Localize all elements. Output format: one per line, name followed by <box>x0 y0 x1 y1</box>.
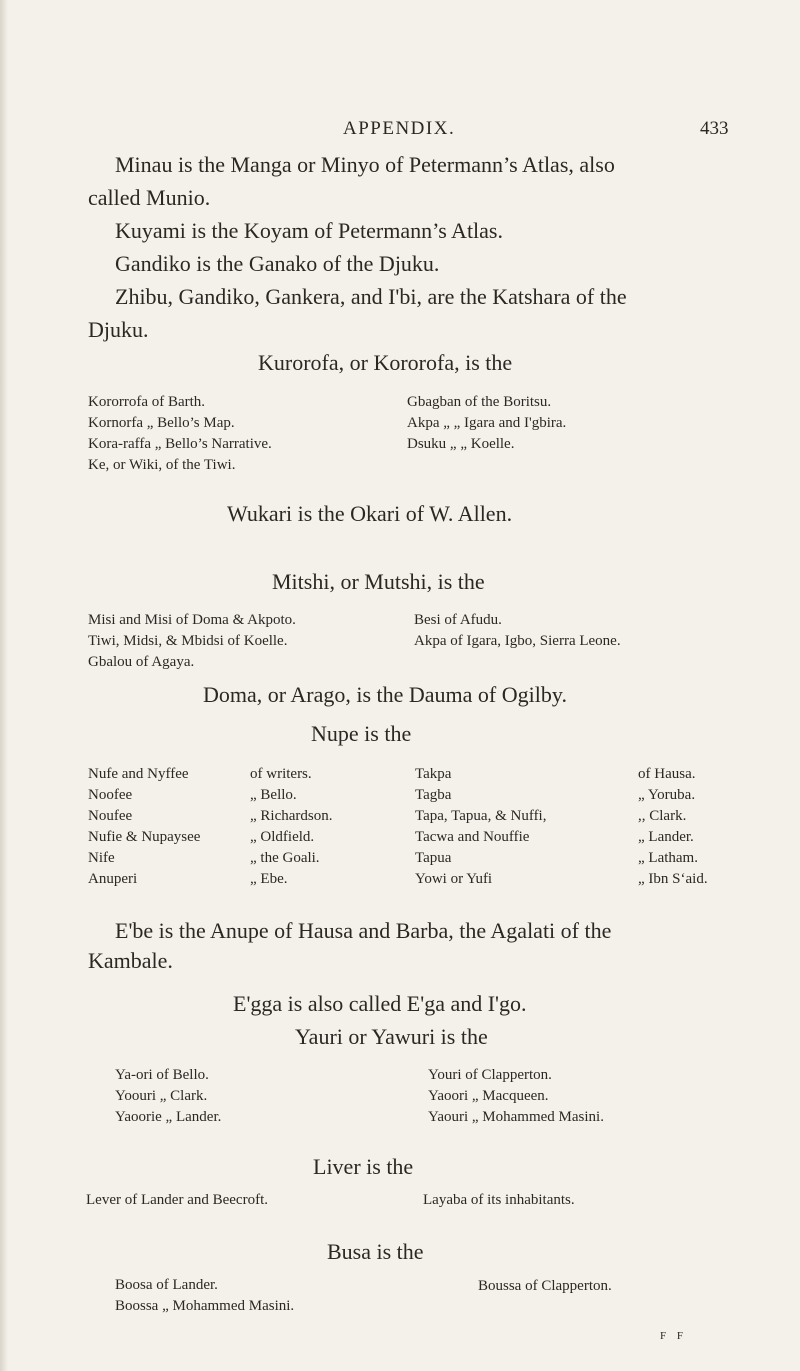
list-item: Gbalou of Agaya. <box>88 654 195 670</box>
list-item: Yaoorie „ Lander. <box>115 1109 222 1125</box>
list-item: Kornorfa „ Bello’s Map. <box>88 415 235 431</box>
paragraph-zhibu-line2: Djuku. <box>88 317 149 342</box>
list-item: Boosa of Lander. <box>115 1277 218 1293</box>
yauri-right-list <box>428 1065 604 1128</box>
busa-right: Boussa of Clapperton. <box>478 1278 612 1294</box>
nupe-heading: Nupe is the <box>311 721 412 746</box>
yauri-heading: Yauri or Yawuri is the <box>295 1024 488 1049</box>
paragraph-zhibu-line1: Zhibu, Gandiko, Gankera, and I'bi, are the Katshara of the <box>115 284 627 309</box>
table-cell: ,, Clark. <box>638 808 687 824</box>
nupe-names-writers <box>88 764 200 890</box>
table-cell: Tapua <box>415 850 452 866</box>
table-cell: Tagba <box>415 787 452 803</box>
page-number: 433 <box>700 118 729 139</box>
list-item: Yoouri „ Clark. <box>115 1088 208 1104</box>
table-cell: Anuperi <box>88 871 138 887</box>
list-item: Tiwi, Midsi, & Mbidsi of Koelle. <box>88 633 288 649</box>
list-item: Dsuku „ „ Koelle. <box>407 436 515 452</box>
liver-left: Lever of Lander and Beecroft. <box>86 1192 268 1208</box>
list-item: Boossa „ Mohammed Masini. <box>115 1298 295 1314</box>
table-cell: Nufie & Nupaysee <box>88 829 201 845</box>
table-cell: Takpa <box>415 766 452 782</box>
nupe-names-peoples <box>415 764 546 890</box>
list-item: Ke, or Wiki, of the Tiwi. <box>88 457 236 473</box>
kurorofa-left-list <box>88 392 272 476</box>
busa-heading: Busa is the <box>327 1239 424 1264</box>
list-item: Kororrofa of Barth. <box>88 394 206 410</box>
table-cell: Yowi or Yufi <box>415 871 493 887</box>
list-item: Youri of Clapperton. <box>428 1067 552 1083</box>
nupe-sources-peoples <box>638 764 708 890</box>
list-item: Gbagban of the Boritsu. <box>407 394 552 410</box>
list-item: Akpa of Igara, Igbo, Sierra Leone. <box>414 633 621 649</box>
table-cell: „ Latham. <box>638 850 698 866</box>
table-cell: Nufe and Nyffee <box>88 766 189 782</box>
liver-heading: Liver is the <box>313 1154 414 1179</box>
nupe-sources-writers <box>250 764 332 890</box>
list-item: Misi and Misi of Doma & Akpoto. <box>88 612 296 628</box>
paragraph-minau-line2: called Munio. <box>88 185 211 210</box>
mitshi-left-list <box>88 610 296 673</box>
mitshi-right-list <box>414 610 621 652</box>
table-cell: „ Yoruba. <box>638 787 696 803</box>
table-cell: „ Oldfield. <box>250 829 315 845</box>
page-edge-shadow <box>0 0 8 1371</box>
kurorofa-right-list <box>407 392 566 455</box>
table-cell: of writers. <box>250 766 312 782</box>
table-cell: Noofee <box>88 787 133 803</box>
list-item: Akpa „ „ Igara and I'gbira. <box>407 415 567 431</box>
busa-left-list <box>115 1275 294 1317</box>
egga-line: E'gga is also called E'ga and I'go. <box>233 991 527 1016</box>
paragraph-gandiko: Gandiko is the Ganako of the Djuku. <box>115 251 440 276</box>
ebe-line1: E'be is the Anupe of Hausa and Barba, the Agalati of the <box>115 918 612 943</box>
table-cell: „ Lander. <box>638 829 694 845</box>
list-item: Kora-raffa „ Bello’s Narrative. <box>88 436 272 452</box>
table-cell: „ Richardson. <box>250 808 333 824</box>
table-cell: Tacwa and Nouffie <box>415 829 530 845</box>
list-item: Ya-ori of Bello. <box>115 1067 209 1083</box>
table-cell: Nife <box>88 850 115 866</box>
paragraph-minau-line1: Minau is the Manga or Minyo of Petermann’s Atlas, also <box>115 152 615 177</box>
table-cell: „ Ebe. <box>250 871 288 887</box>
wukari-heading: Wukari is the Okari of W. Allen. <box>227 501 513 526</box>
table-cell: „ Bello. <box>250 787 297 803</box>
table-cell: „ Ibn S‘aid. <box>638 871 708 887</box>
kurorofa-heading: Kurorofa, or Kororofa, is the <box>258 350 513 375</box>
yauri-left-list <box>115 1065 221 1128</box>
list-item: Yaoori „ Macqueen. <box>428 1088 549 1104</box>
running-title: APPENDIX. <box>343 118 456 139</box>
list-item: Besi of Afudu. <box>414 612 502 628</box>
list-item: Yaouri „ Mohammed Masini. <box>428 1109 604 1125</box>
table-cell: Noufee <box>88 808 133 824</box>
mitshi-heading: Mitshi, or Mutshi, is the <box>272 569 485 594</box>
ebe-line2: Kambale. <box>88 948 173 973</box>
table-cell: of Hausa. <box>638 766 696 782</box>
table-cell: Tapa, Tapua, & Nuffi, <box>415 808 547 824</box>
signature-mark: F F <box>660 1330 687 1342</box>
table-cell: „ the Goali. <box>250 850 320 866</box>
liver-right: Layaba of its inhabitants. <box>423 1192 575 1208</box>
paragraph-kuyami: Kuyami is the Koyam of Petermann’s Atlas. <box>115 218 503 243</box>
doma-heading: Doma, or Arago, is the Dauma of Ogilby. <box>203 682 567 707</box>
